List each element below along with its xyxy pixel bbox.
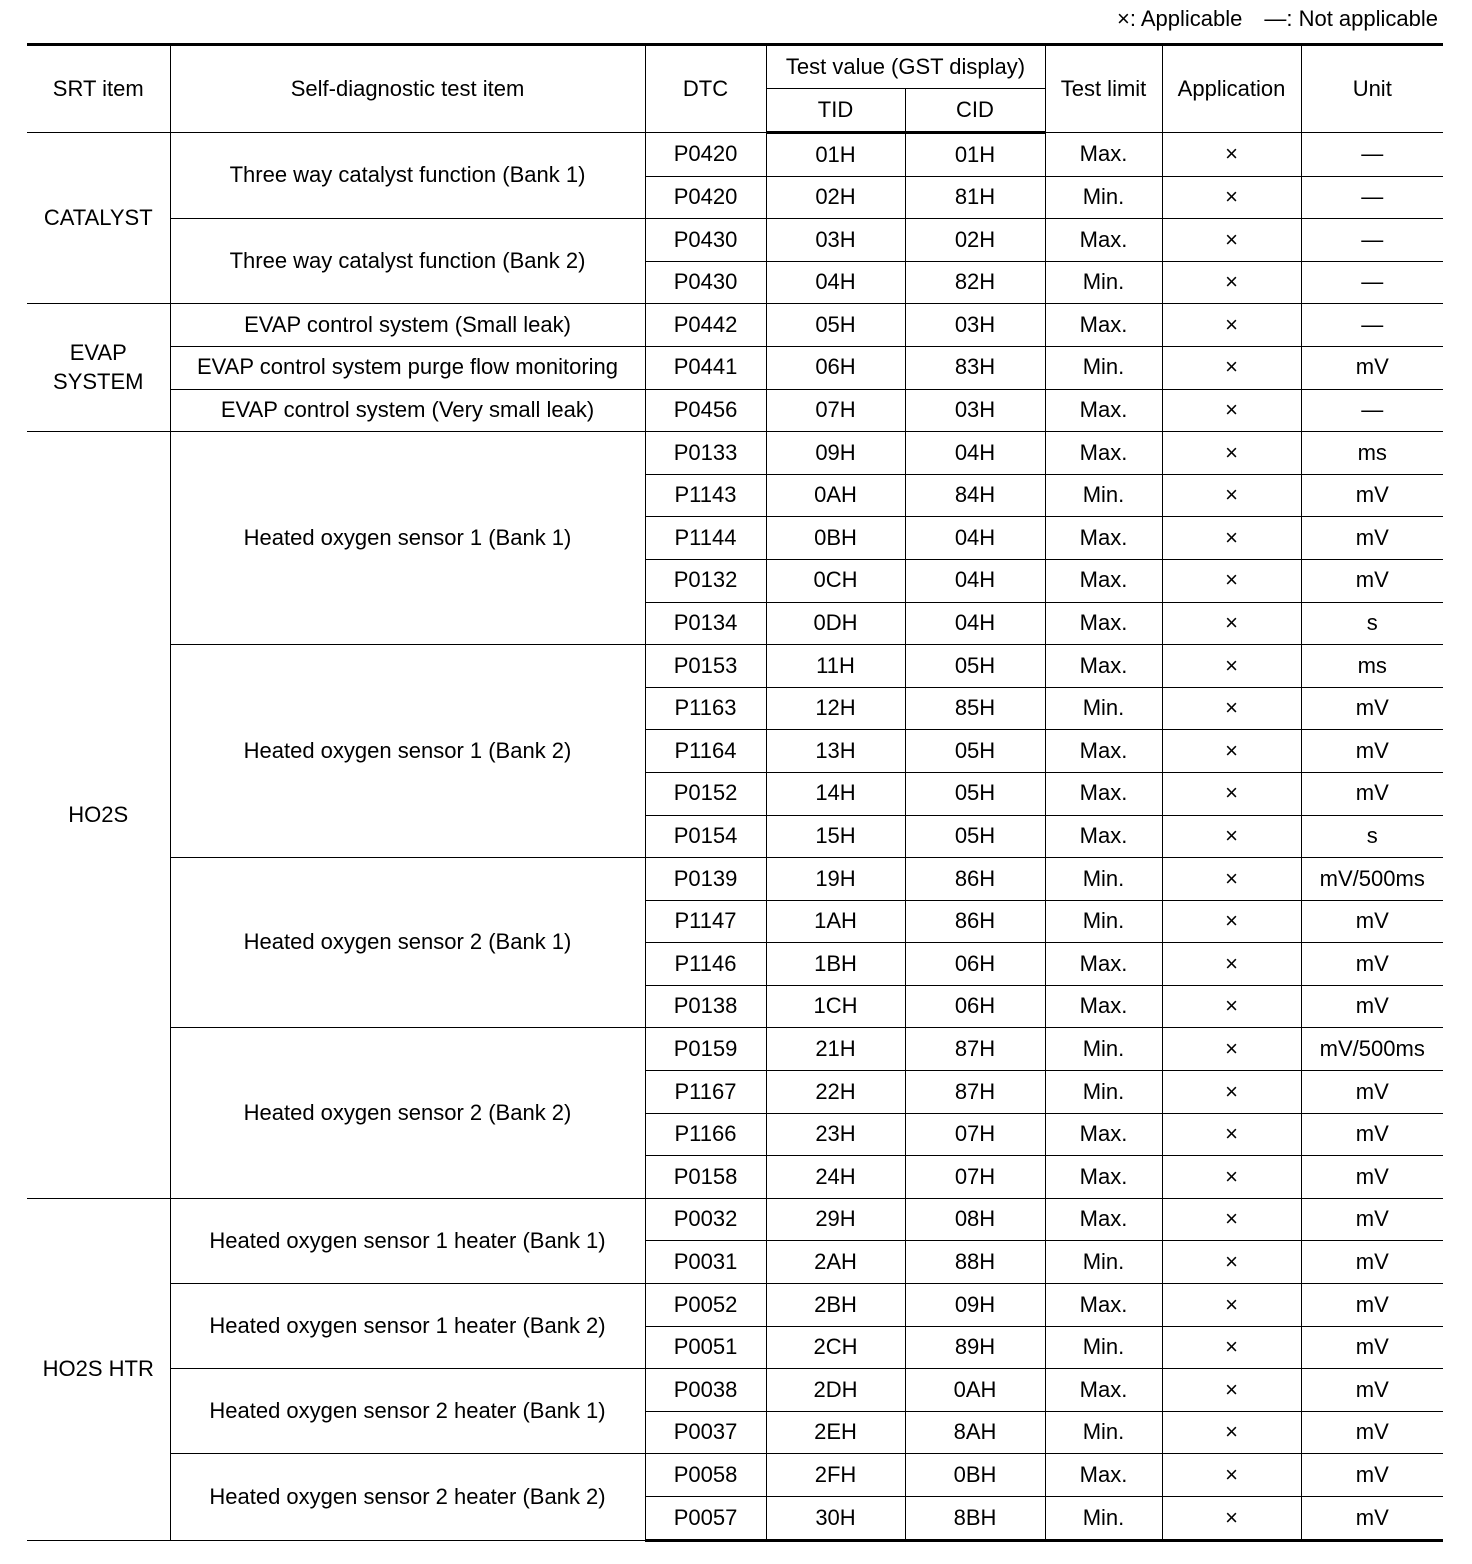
table-row: [27, 1198, 1443, 1241]
unit-cell: mV: [1301, 1369, 1443, 1412]
legend: [1117, 6, 1438, 32]
test-limit-cell: Max.: [1045, 219, 1162, 262]
unit-cell: ms: [1301, 432, 1443, 475]
unit-cell: mV: [1301, 517, 1443, 560]
cid-cell: 05H: [905, 772, 1045, 815]
cid-cell: 01H: [905, 133, 1045, 177]
application-cell: ×: [1162, 559, 1301, 602]
cid-cell: 03H: [905, 389, 1045, 432]
self-diagnostic-item-cell: Heated oxygen sensor 2 heater (Bank 1): [170, 1369, 645, 1454]
tid-cell: 04H: [766, 261, 905, 304]
tid-cell: 05H: [766, 304, 905, 347]
self-diagnostic-item-cell: Heated oxygen sensor 1 heater (Bank 2): [170, 1284, 645, 1369]
dtc-cell: P1163: [645, 687, 766, 730]
tid-cell: 09H: [766, 432, 905, 475]
table-row: [27, 389, 1443, 432]
tid-cell: 22H: [766, 1071, 905, 1114]
dtc-cell: P0442: [645, 304, 766, 347]
self-diagnostic-item-cell: Heated oxygen sensor 1 (Bank 1): [170, 432, 645, 645]
header-application: Application: [1162, 45, 1301, 133]
application-cell: ×: [1162, 815, 1301, 858]
legend-applicable: ×: Applicable: [1116, 6, 1243, 31]
cid-cell: 07H: [905, 1113, 1045, 1156]
cid-cell: 85H: [905, 687, 1045, 730]
table-row: [27, 133, 1443, 177]
tid-cell: 2CH: [766, 1326, 905, 1369]
cid-cell: 89H: [905, 1326, 1045, 1369]
cid-cell: 04H: [905, 602, 1045, 645]
cid-cell: 83H: [905, 346, 1045, 389]
dtc-cell: P0037: [645, 1411, 766, 1454]
cid-cell: 05H: [905, 815, 1045, 858]
test-limit-cell: Min.: [1045, 900, 1162, 943]
application-cell: ×: [1162, 517, 1301, 560]
header-test-limit: Test limit: [1045, 45, 1162, 133]
cid-cell: 0BH: [905, 1454, 1045, 1497]
self-diagnostic-item-cell: Three way catalyst function (Bank 2): [170, 219, 645, 304]
unit-cell: —: [1301, 133, 1443, 177]
unit-cell: mV: [1301, 1326, 1443, 1369]
test-limit-cell: Min.: [1045, 858, 1162, 901]
application-cell: ×: [1162, 985, 1301, 1028]
self-diagnostic-item-cell: EVAP control system (Very small leak): [170, 389, 645, 432]
table-row: [27, 858, 1443, 901]
tid-cell: 30H: [766, 1497, 905, 1541]
unit-cell: —: [1301, 304, 1443, 347]
application-cell: ×: [1162, 730, 1301, 773]
table-row: [27, 1454, 1443, 1497]
application-cell: ×: [1162, 304, 1301, 347]
tid-cell: 15H: [766, 815, 905, 858]
application-cell: ×: [1162, 1241, 1301, 1284]
test-limit-cell: Min.: [1045, 474, 1162, 517]
dtc-cell: P0138: [645, 985, 766, 1028]
srt-item-cell: HO2S HTR: [27, 1198, 170, 1540]
tid-cell: 12H: [766, 687, 905, 730]
unit-cell: mV/500ms: [1301, 1028, 1443, 1071]
cid-cell: 86H: [905, 900, 1045, 943]
dtc-cell: P0430: [645, 219, 766, 262]
application-cell: ×: [1162, 1071, 1301, 1114]
header-self-diagnostic-test-item: Self-diagnostic test item: [170, 45, 645, 133]
cid-cell: 09H: [905, 1284, 1045, 1327]
table-row: [27, 219, 1443, 262]
dtc-cell: P0133: [645, 432, 766, 475]
cid-cell: 05H: [905, 730, 1045, 773]
test-limit-cell: Max.: [1045, 1156, 1162, 1199]
test-limit-cell: Max.: [1045, 985, 1162, 1028]
table-row: [27, 432, 1443, 475]
tid-cell: 13H: [766, 730, 905, 773]
srt-item-cell: HO2S: [27, 432, 170, 1199]
test-limit-cell: Min.: [1045, 261, 1162, 304]
table-body: [27, 133, 1443, 1541]
tid-cell: 0CH: [766, 559, 905, 602]
cid-cell: 88H: [905, 1241, 1045, 1284]
test-limit-cell: Max.: [1045, 389, 1162, 432]
cid-cell: 84H: [905, 474, 1045, 517]
tid-cell: 23H: [766, 1113, 905, 1156]
tid-cell: 21H: [766, 1028, 905, 1071]
application-cell: ×: [1162, 346, 1301, 389]
unit-cell: mV: [1301, 772, 1443, 815]
tid-cell: 2FH: [766, 1454, 905, 1497]
application-cell: ×: [1162, 1028, 1301, 1071]
cid-cell: 8BH: [905, 1497, 1045, 1541]
test-limit-cell: Max.: [1045, 730, 1162, 773]
tid-cell: 01H: [766, 133, 905, 177]
unit-cell: mV: [1301, 1241, 1443, 1284]
test-limit-cell: Min.: [1045, 1028, 1162, 1071]
cid-cell: 82H: [905, 261, 1045, 304]
application-cell: ×: [1162, 432, 1301, 475]
test-limit-cell: Max.: [1045, 1113, 1162, 1156]
unit-cell: —: [1301, 261, 1443, 304]
dtc-cell: P0052: [645, 1284, 766, 1327]
tid-cell: 1CH: [766, 985, 905, 1028]
unit-cell: mV: [1301, 730, 1443, 773]
application-cell: ×: [1162, 389, 1301, 432]
tid-cell: 11H: [766, 645, 905, 688]
cid-cell: 02H: [905, 219, 1045, 262]
tid-cell: 0BH: [766, 517, 905, 560]
table-row: [27, 645, 1443, 688]
application-cell: ×: [1162, 1156, 1301, 1199]
header-test-value: Test value (GST display): [766, 45, 1045, 89]
unit-cell: mV: [1301, 559, 1443, 602]
test-limit-cell: Max.: [1045, 133, 1162, 177]
cid-cell: 8AH: [905, 1411, 1045, 1454]
self-diagnostic-item-cell: Heated oxygen sensor 2 (Bank 2): [170, 1028, 645, 1198]
tid-cell: 2BH: [766, 1284, 905, 1327]
tid-cell: 0AH: [766, 474, 905, 517]
self-diagnostic-item-cell: Heated oxygen sensor 1 heater (Bank 1): [170, 1198, 645, 1283]
test-limit-cell: Max.: [1045, 1454, 1162, 1497]
srt-table: [27, 43, 1443, 1542]
unit-cell: mV: [1301, 1411, 1443, 1454]
unit-cell: mV: [1301, 1284, 1443, 1327]
self-diagnostic-item-cell: Heated oxygen sensor 1 (Bank 2): [170, 645, 645, 858]
dtc-cell: P0441: [645, 346, 766, 389]
test-limit-cell: Min.: [1045, 1241, 1162, 1284]
tid-cell: 29H: [766, 1198, 905, 1241]
cid-cell: 05H: [905, 645, 1045, 688]
application-cell: ×: [1162, 219, 1301, 262]
tid-cell: 1BH: [766, 943, 905, 986]
test-limit-cell: Min.: [1045, 346, 1162, 389]
unit-cell: ms: [1301, 645, 1443, 688]
application-cell: ×: [1162, 1326, 1301, 1369]
test-limit-cell: Max.: [1045, 645, 1162, 688]
application-cell: ×: [1162, 1198, 1301, 1241]
test-limit-cell: Max.: [1045, 602, 1162, 645]
unit-cell: mV: [1301, 1071, 1443, 1114]
test-limit-cell: Min.: [1045, 1071, 1162, 1114]
unit-cell: mV: [1301, 943, 1443, 986]
self-diagnostic-item-cell: Heated oxygen sensor 2 (Bank 1): [170, 858, 645, 1028]
unit-cell: —: [1301, 389, 1443, 432]
test-limit-cell: Min.: [1045, 1411, 1162, 1454]
header-unit: Unit: [1301, 45, 1443, 133]
unit-cell: mV: [1301, 1198, 1443, 1241]
test-limit-cell: Max.: [1045, 517, 1162, 560]
dtc-cell: P0159: [645, 1028, 766, 1071]
unit-cell: mV: [1301, 1113, 1443, 1156]
application-cell: ×: [1162, 474, 1301, 517]
tid-cell: 2AH: [766, 1241, 905, 1284]
tid-cell: 24H: [766, 1156, 905, 1199]
unit-cell: mV/500ms: [1301, 858, 1443, 901]
application-cell: ×: [1162, 1284, 1301, 1327]
unit-cell: mV: [1301, 1497, 1443, 1541]
test-limit-cell: Max.: [1045, 559, 1162, 602]
table-row: [27, 346, 1443, 389]
tid-cell: 2EH: [766, 1411, 905, 1454]
application-cell: ×: [1162, 176, 1301, 219]
unit-cell: mV: [1301, 474, 1443, 517]
dtc-cell: P1166: [645, 1113, 766, 1156]
test-limit-cell: Max.: [1045, 1284, 1162, 1327]
dtc-cell: P1146: [645, 943, 766, 986]
dtc-cell: P0139: [645, 858, 766, 901]
tid-cell: 14H: [766, 772, 905, 815]
test-limit-cell: Max.: [1045, 815, 1162, 858]
cid-cell: 86H: [905, 858, 1045, 901]
application-cell: ×: [1162, 645, 1301, 688]
test-limit-cell: Max.: [1045, 943, 1162, 986]
application-cell: ×: [1162, 687, 1301, 730]
cid-cell: 87H: [905, 1071, 1045, 1114]
cid-cell: 04H: [905, 559, 1045, 602]
self-diagnostic-item-cell: EVAP control system purge flow monitoring: [170, 346, 645, 389]
unit-cell: —: [1301, 219, 1443, 262]
dtc-cell: P1164: [645, 730, 766, 773]
srt-item-cell: EVAP SYSTEM: [27, 304, 170, 432]
application-cell: ×: [1162, 1497, 1301, 1541]
application-cell: ×: [1162, 858, 1301, 901]
table-row: [27, 1284, 1443, 1327]
tid-cell: 02H: [766, 176, 905, 219]
cid-cell: 04H: [905, 432, 1045, 475]
header-cid: CID: [905, 89, 1045, 133]
unit-cell: mV: [1301, 687, 1443, 730]
tid-cell: 19H: [766, 858, 905, 901]
application-cell: ×: [1162, 772, 1301, 815]
test-limit-cell: Min.: [1045, 687, 1162, 730]
dtc-cell: P0420: [645, 176, 766, 219]
cid-cell: 04H: [905, 517, 1045, 560]
unit-cell: s: [1301, 602, 1443, 645]
tid-cell: 06H: [766, 346, 905, 389]
table-row: [27, 1028, 1443, 1071]
test-limit-cell: Max.: [1045, 772, 1162, 815]
tid-cell: 07H: [766, 389, 905, 432]
dtc-cell: P0152: [645, 772, 766, 815]
application-cell: ×: [1162, 1411, 1301, 1454]
test-limit-cell: Max.: [1045, 1369, 1162, 1412]
dtc-cell: P0420: [645, 133, 766, 177]
dtc-cell: P0032: [645, 1198, 766, 1241]
unit-cell: s: [1301, 815, 1443, 858]
self-diagnostic-item-cell: EVAP control system (Small leak): [170, 304, 645, 347]
application-cell: ×: [1162, 1113, 1301, 1156]
dtc-cell: P0456: [645, 389, 766, 432]
tid-cell: 03H: [766, 219, 905, 262]
unit-cell: mV: [1301, 985, 1443, 1028]
header-srt-item: SRT item: [27, 45, 170, 133]
self-diagnostic-item-cell: Three way catalyst function (Bank 1): [170, 133, 645, 219]
application-cell: ×: [1162, 1454, 1301, 1497]
test-limit-cell: Min.: [1045, 176, 1162, 219]
cid-cell: 81H: [905, 176, 1045, 219]
cid-cell: 03H: [905, 304, 1045, 347]
application-cell: ×: [1162, 133, 1301, 177]
dtc-cell: P0132: [645, 559, 766, 602]
dtc-cell: P1143: [645, 474, 766, 517]
test-limit-cell: Max.: [1045, 432, 1162, 475]
header-dtc: DTC: [645, 45, 766, 133]
srt-item-cell: CATALYST: [27, 133, 170, 304]
dtc-cell: P1144: [645, 517, 766, 560]
legend-not-applicable: —: Not applicable: [1264, 6, 1438, 31]
cid-cell: 06H: [905, 985, 1045, 1028]
application-cell: ×: [1162, 900, 1301, 943]
header-tid: TID: [766, 89, 905, 133]
test-limit-cell: Min.: [1045, 1497, 1162, 1541]
unit-cell: mV: [1301, 346, 1443, 389]
table-row: [27, 304, 1443, 347]
dtc-cell: P1147: [645, 900, 766, 943]
unit-cell: mV: [1301, 900, 1443, 943]
cid-cell: 07H: [905, 1156, 1045, 1199]
cid-cell: 08H: [905, 1198, 1045, 1241]
unit-cell: mV: [1301, 1156, 1443, 1199]
dtc-cell: P0430: [645, 261, 766, 304]
self-diagnostic-item-cell: Heated oxygen sensor 2 heater (Bank 2): [170, 1454, 645, 1540]
unit-cell: mV: [1301, 1454, 1443, 1497]
test-limit-cell: Max.: [1045, 304, 1162, 347]
dtc-cell: P0158: [645, 1156, 766, 1199]
application-cell: ×: [1162, 943, 1301, 986]
dtc-cell: P0038: [645, 1369, 766, 1412]
unit-cell: —: [1301, 176, 1443, 219]
dtc-cell: P0153: [645, 645, 766, 688]
tid-cell: 1AH: [766, 900, 905, 943]
dtc-cell: P0154: [645, 815, 766, 858]
dtc-cell: P1167: [645, 1071, 766, 1114]
table-row: [27, 1369, 1443, 1412]
tid-cell: 0DH: [766, 602, 905, 645]
test-limit-cell: Max.: [1045, 1198, 1162, 1241]
test-limit-cell: Min.: [1045, 1326, 1162, 1369]
dtc-cell: P0058: [645, 1454, 766, 1497]
cid-cell: 0AH: [905, 1369, 1045, 1412]
cid-cell: 87H: [905, 1028, 1045, 1071]
application-cell: ×: [1162, 261, 1301, 304]
cid-cell: 06H: [905, 943, 1045, 986]
dtc-cell: P0031: [645, 1241, 766, 1284]
application-cell: ×: [1162, 602, 1301, 645]
dtc-cell: P0057: [645, 1497, 766, 1541]
tid-cell: 2DH: [766, 1369, 905, 1412]
dtc-cell: P0051: [645, 1326, 766, 1369]
application-cell: ×: [1162, 1369, 1301, 1412]
dtc-cell: P0134: [645, 602, 766, 645]
